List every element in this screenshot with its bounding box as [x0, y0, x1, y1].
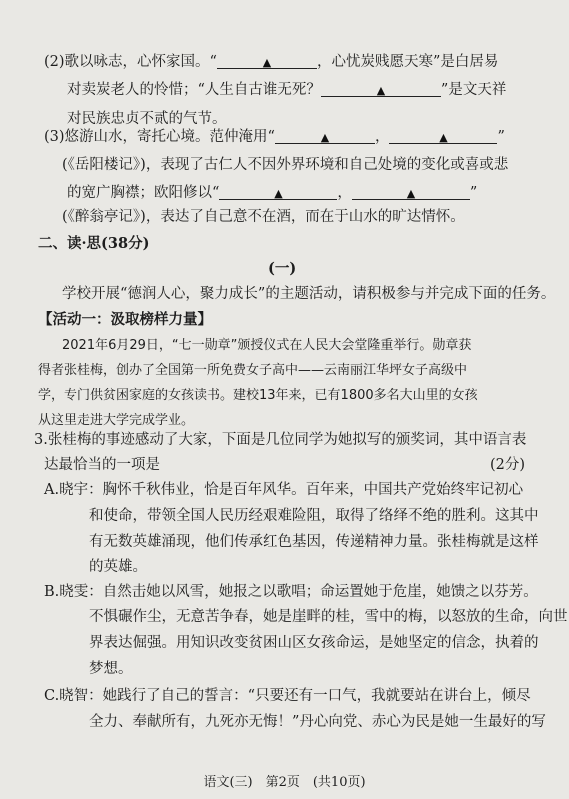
q3-poem-text: 的宽广胸襟；欧阳修以“ — [67, 185, 220, 201]
q3-poem-line-3 — [67, 183, 477, 203]
q2-line-3: 对民族忠贞不贰的气节。 — [67, 111, 227, 127]
blank-marker: ▲ — [439, 131, 448, 144]
material-line-3: 学，专门供贫困家庭的女孩读书。建校13年来，已有1800多名大山里的女孩 — [38, 388, 478, 403]
q2-text: ”是文天祥 — [440, 82, 507, 98]
q2-line-1 — [44, 52, 498, 72]
blank-marker: ▲ — [406, 187, 416, 200]
option-a-line-1[interactable]: A.晓宇：胸怀千秋伟业，恰是百年风华。百年来，中国共产党始终牢记初心 — [44, 482, 524, 498]
answer-blank[interactable] — [217, 52, 317, 69]
q3-poem-text: (3)悠游山水，寄托心境。范仲淹用“ — [44, 129, 275, 145]
answer-blank[interactable] — [321, 80, 441, 97]
q3-poem-text: ” — [469, 185, 478, 201]
q3-score: (2分) — [490, 457, 526, 473]
q2-line-2 — [67, 80, 506, 100]
q3-poem-line-1 — [44, 127, 505, 147]
option-a-line-2: 和使命，带领全国人民历经艰难险阻，取得了络绎不绝的胜利。这其中 — [89, 508, 539, 524]
option-a-line-3: 有无数英雄涌现，他们传承红色基因，传递精神力量。张桂梅就是这样 — [89, 534, 539, 550]
q3-poem-line-2: (《岳阳楼记》)，表现了古仁人不因外界环境和自己处境的变化或喜或悲 — [62, 157, 509, 173]
activity-heading: 【活动一：汲取榜样力量】 — [38, 311, 212, 328]
blank-marker: ▲ — [320, 131, 330, 144]
q2-text: 对卖炭老人的怜惜；“人生自古谁无死？ — [67, 82, 321, 98]
q3-poem-text: ， — [337, 185, 352, 201]
q3-poem-text: ， — [374, 129, 390, 145]
option-b-line-3: 界表达倔强。用知识改变贫困山区女孩命运，是她坚定的信念，执着的 — [89, 635, 539, 651]
answer-blank[interactable] — [389, 127, 497, 144]
q3-poem-line-4: (《醉翁亭记》)，表达了自己意不在酒，而在于山水的旷达情怀。 — [62, 209, 465, 225]
option-b-line-2: 不惧碾作尘，无意苦争春，她是崖畔的桂，雪中的梅，以怒放的生命，向世 — [89, 609, 568, 625]
section-intro: 学校开展“德润人心，聚力成长”的主题活动，请积极参与并完成下面的任务。 — [62, 286, 556, 302]
answer-blank[interactable] — [275, 127, 375, 144]
option-b-line-1[interactable]: B.晓雯：自然击她以风雪，她报之以歌唱；命运置她于危崖，她馈之以芬芳。 — [44, 584, 538, 600]
section-title: 二、读·思(38分) — [38, 235, 150, 252]
blank-marker: ▲ — [274, 187, 283, 200]
material-line-2: 得者张桂梅，创办了全国第一所免费女子高中——云南丽江华坪女子高级中 — [38, 363, 468, 378]
q2-text: ，心忧炭贱愿天寒”是白居易 — [316, 54, 499, 70]
option-a-line-4: 的英雄。 — [89, 559, 147, 575]
section-subtitle: (一) — [268, 260, 297, 277]
blank-marker: ▲ — [262, 56, 272, 69]
answer-blank[interactable] — [352, 183, 470, 200]
q2-text: (2)歌以咏志，心怀家国。“ — [44, 54, 217, 70]
page-footer: 语文(三) 第2页 (共10页) — [203, 775, 366, 790]
q3-poem-text: ” — [497, 129, 505, 145]
q3-stem-line-1: 3.张桂梅的事迹感动了大家，下面是几位同学为她拟写的颁奖词，其中语言表 — [34, 432, 527, 448]
option-c-line-2: 全力、奉献所有，九死亦无悔！”丹心向党、赤心为民是她一生最好的写 — [89, 714, 546, 730]
material-line-4: 从这里走进大学完成学业。 — [38, 413, 195, 428]
answer-blank[interactable] — [219, 183, 337, 200]
option-c-line-1[interactable]: C.晓智：她践行了自己的誓言：“只要还有一口气，我就要站在讲台上，倾尽 — [44, 688, 531, 704]
option-b-line-4: 梦想。 — [89, 661, 133, 677]
q3-stem-line-2: 达最恰当的一项是 — [44, 457, 160, 473]
material-line-1: 2021年6月29日，“七一勋章”颁授仪式在人民大会堂隆重举行。勋章获 — [62, 338, 472, 353]
blank-marker: ▲ — [376, 84, 386, 97]
